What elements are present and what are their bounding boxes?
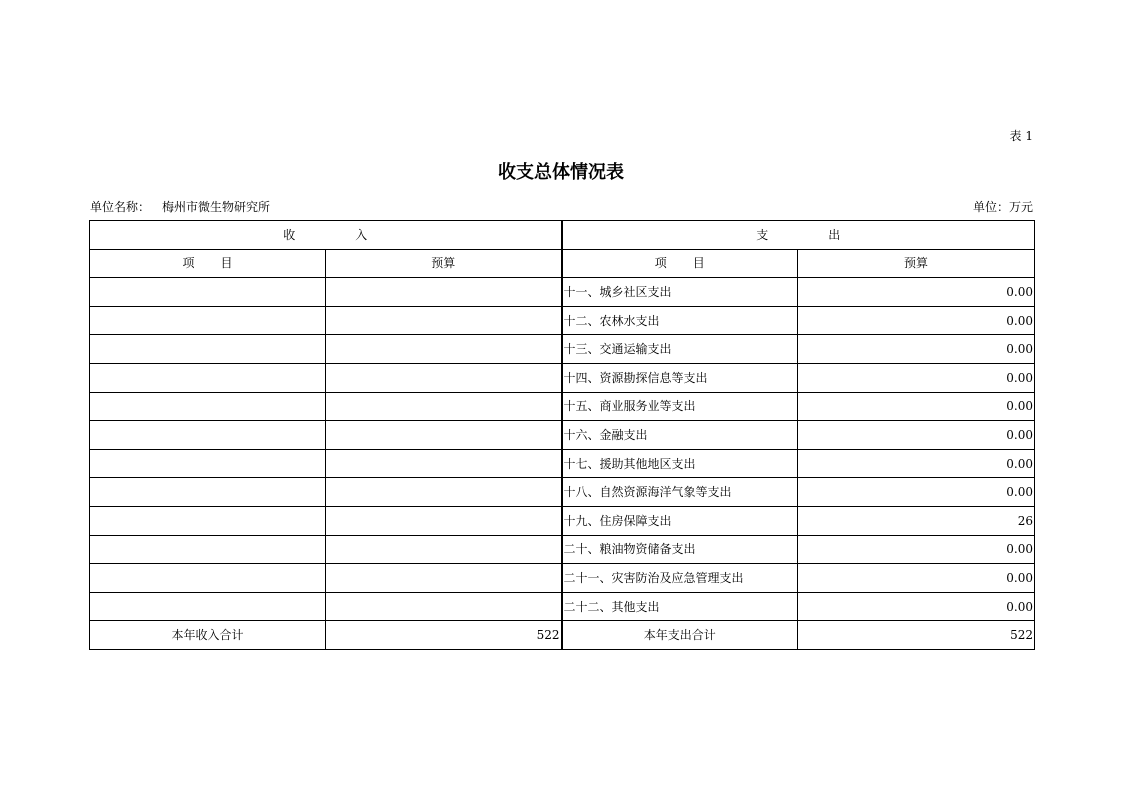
- table-row: [90, 335, 1035, 364]
- col-item-char-1: 项: [654, 256, 667, 271]
- expense-budget-cell: 0.00: [798, 478, 1035, 507]
- table-row: [90, 306, 1035, 335]
- table-row: [90, 421, 1035, 450]
- income-budget-cell: [326, 335, 562, 364]
- income-budget-cell: [326, 592, 562, 621]
- expense-item-cell: 十四、资源勘探信息等支出: [562, 363, 798, 392]
- col-item-char-2: 目: [220, 256, 233, 271]
- col-item-char-2: 目: [692, 256, 705, 271]
- income-item-cell: [90, 363, 326, 392]
- table-row: [90, 506, 1035, 535]
- income-item-cell: [90, 564, 326, 593]
- income-item-header: [90, 249, 326, 278]
- expense-budget-cell: 0.00: [798, 564, 1035, 593]
- expense-item-header: [562, 249, 798, 278]
- expense-item-cell: 十七、援助其他地区支出: [562, 449, 798, 478]
- income-budget-cell: [326, 421, 562, 450]
- expense-item-cell: 二十一、灾害防治及应急管理支出: [562, 564, 798, 593]
- income-budget-cell: [326, 392, 562, 421]
- income-header-char-2: 入: [355, 227, 368, 242]
- income-budget-cell: [326, 564, 562, 593]
- expense-header-char-2: 出: [828, 227, 841, 242]
- income-header-char-1: 收: [283, 227, 296, 242]
- table-row: [90, 535, 1035, 564]
- page-title: 收支总体情况表: [498, 162, 624, 183]
- column-header-row: [90, 249, 1035, 278]
- expense-budget-cell: 0.00: [798, 535, 1035, 564]
- table-row: [90, 478, 1035, 507]
- expense-budget-cell: 26: [798, 506, 1035, 535]
- section-header-row: [90, 221, 1035, 250]
- expense-budget-cell: 0.00: [798, 363, 1035, 392]
- expense-item-cell: 十九、住房保障支出: [562, 506, 798, 535]
- table-row: [90, 392, 1035, 421]
- expense-budget-cell: 0.00: [798, 421, 1035, 450]
- expense-item-cell: 十五、商业服务业等支出: [562, 392, 798, 421]
- income-total-label: 本年收入合计: [90, 621, 326, 650]
- expense-item-cell: 十一、城乡社区支出: [562, 278, 798, 307]
- income-item-cell: [90, 506, 326, 535]
- income-budget-cell: [326, 478, 562, 507]
- expense-budget-cell: 0.00: [798, 449, 1035, 478]
- income-budget-header: 预算: [326, 249, 562, 278]
- expense-budget-cell: 0.00: [798, 335, 1035, 364]
- income-budget-cell: [326, 363, 562, 392]
- expense-header-char-1: 支: [756, 227, 769, 242]
- income-item-cell: [90, 278, 326, 307]
- budget-table: [89, 220, 1035, 650]
- table-number: 表 1: [1009, 129, 1033, 143]
- expense-budget-cell: 0.00: [798, 278, 1035, 307]
- table-row: [90, 592, 1035, 621]
- table-row: [90, 449, 1035, 478]
- income-item-cell: [90, 592, 326, 621]
- expense-item-cell: 十六、金融支出: [562, 421, 798, 450]
- unit-name-value: 梅州市微生物研究所: [162, 200, 271, 214]
- expense-item-cell: 十二、农林水支出: [562, 306, 798, 335]
- unit-name: [90, 198, 270, 215]
- table-row: [90, 278, 1035, 307]
- expense-section-header: [562, 221, 1035, 250]
- table-row: [90, 363, 1035, 392]
- income-item-cell: [90, 421, 326, 450]
- expense-budget-cell: 0.00: [798, 306, 1035, 335]
- income-total-value: 522: [326, 621, 562, 650]
- unit-name-label: 单位名称：: [90, 200, 151, 214]
- money-unit: 单位：万元: [972, 200, 1033, 214]
- income-item-cell: [90, 335, 326, 364]
- expense-item-cell: 二十、粮油物资储备支出: [562, 535, 798, 564]
- income-item-cell: [90, 478, 326, 507]
- expense-budget-cell: 0.00: [798, 592, 1035, 621]
- expense-item-cell: 二十二、其他支出: [562, 592, 798, 621]
- expense-budget-cell: 0.00: [798, 392, 1035, 421]
- expense-total-value: 522: [798, 621, 1035, 650]
- total-row: [90, 621, 1035, 650]
- table-row: [90, 564, 1035, 593]
- expense-item-cell: 十八、自然资源海洋气象等支出: [562, 478, 798, 507]
- income-budget-cell: [326, 278, 562, 307]
- income-item-cell: [90, 535, 326, 564]
- income-budget-cell: [326, 306, 562, 335]
- expense-total-label: 本年支出合计: [562, 621, 798, 650]
- income-budget-cell: [326, 535, 562, 564]
- income-section-header: [90, 221, 562, 250]
- income-budget-cell: [326, 506, 562, 535]
- income-budget-cell: [326, 449, 562, 478]
- income-item-cell: [90, 306, 326, 335]
- expense-budget-header: 预算: [798, 249, 1035, 278]
- col-item-char-1: 项: [182, 256, 195, 271]
- expense-item-cell: 十三、交通运输支出: [562, 335, 798, 364]
- income-item-cell: [90, 392, 326, 421]
- income-item-cell: [90, 449, 326, 478]
